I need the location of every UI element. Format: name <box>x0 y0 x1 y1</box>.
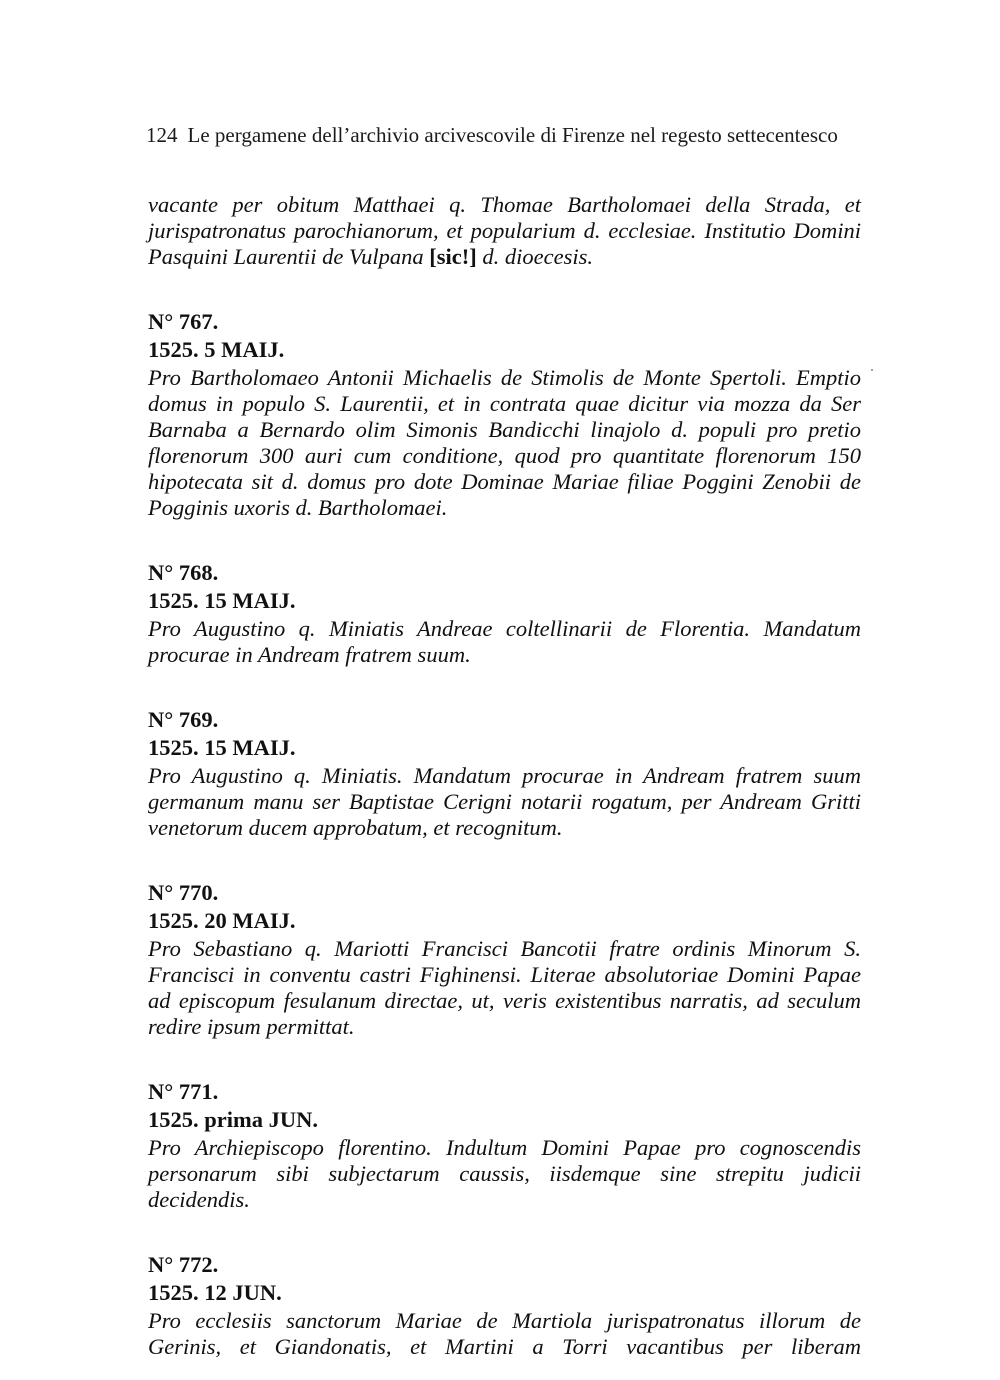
continuation-paragraph <box>148 192 861 270</box>
entry-text: Pro Archiepiscopo florentino. Indultum Domini Papae pro cognoscendis personarum sibi subjectarum caussis, iisdemque sine strepitu judicii decidendis. <box>148 1135 861 1212</box>
entry-768 <box>148 559 861 668</box>
entry-770 <box>148 879 861 1040</box>
continuation-text-before: vacante per obitum Matthaei q. Thomae Bartholomaei della Strada, et jurispatronatus parochianorum, et popularium d. ecclesiae. Institutio Domini Pasquini Laurentii de Vulpana <box>148 192 861 269</box>
entry-number: N° 768. <box>148 560 219 585</box>
entry-text: Pro Sebastiano q. Mariotti Francisci Bancotii fratre ordinis Minorum S. Francisci in conventu castri Fighinensi. Literae absolutoriae Domini Papae ad episcopum fesulanum directae, ut, veris existentibus narratis, ad seculum redire ipsum permittat. <box>148 936 861 1039</box>
page-number: 124 <box>146 123 178 147</box>
entry-date: 1525. prima JUN. <box>148 1107 318 1132</box>
entry-769 <box>148 706 861 841</box>
entry-772 <box>148 1251 861 1360</box>
entry-text: Pro Augustino q. Miniatis Andreae coltellinarii de Florentia. Mandatum procurae in Andream fratrem suum. <box>148 616 861 667</box>
entry-text: Pro Augustino q. Miniatis. Mandatum procurae in Andream fratrem suum germanum manu ser Baptistae Cerigni notarii rogatum, per Andream Gritti venetorum ducem approbatum, et recognitum. <box>148 763 861 840</box>
entry-text: Pro Bartholomaeo Antonii Michaelis de Stimolis de Monte Spertoli. Emptio domus in populo S. Laurentii, et in contrata quae dicitur via mozza da Ser Barnaba a Bernardo olim Simonis Bandicchi linajolo d. populi pro pretio florenorum 300 auri cum conditione, quod pro quantitate florenorum 150 hipotecata sit d. domus pro dote Dominae Mariae filiae Poggini Zenobii de Pogginis uxoris d. Bartholomaei. <box>148 365 861 520</box>
entry-date: 1525. 20 MAIJ. <box>148 908 296 933</box>
entry-number: N° 770. <box>148 880 219 905</box>
entry-number: N° 767. <box>148 309 219 334</box>
entry-date: 1525. 15 MAIJ. <box>148 588 296 613</box>
body-text <box>148 192 861 1360</box>
entry-number: N° 769. <box>148 707 219 732</box>
entry-767 <box>148 308 861 521</box>
entry-date: 1525. 5 MAIJ. <box>148 337 285 362</box>
running-head <box>146 121 866 149</box>
stray-mark <box>871 369 873 371</box>
entry-date: 1525. 12 JUN. <box>148 1280 282 1305</box>
entry-771 <box>148 1078 861 1213</box>
entry-date: 1525. 15 MAIJ. <box>148 735 296 760</box>
entry-number: N° 771. <box>148 1079 219 1104</box>
book-title: Le pergamene dell’archivio arcivescovile di Firenze nel regesto settecentesco <box>187 123 838 147</box>
entry-number: N° 772. <box>148 1252 219 1277</box>
entry-text: Pro ecclesiis sanctorum Mariae de Martiola jurispatronatus illorum de Gerinis, et Giandonatis, et Martini a Torri vacantibus per liberam <box>148 1308 861 1359</box>
sic-bracket: [sic!] <box>429 244 477 269</box>
continuation-text-after: d. dioecesis. <box>476 244 593 269</box>
